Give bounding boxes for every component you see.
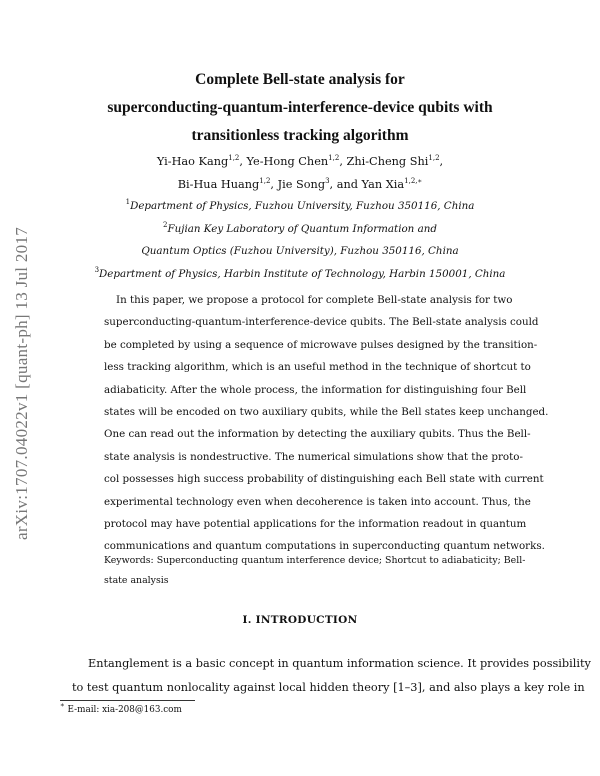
title-line-2: superconducting-quantum-interference-device qubits with <box>107 99 493 116</box>
author-name: , Ye-Hong Chen <box>239 155 329 168</box>
footnote-rule <box>60 700 195 701</box>
paper-title <box>60 66 540 150</box>
affiliation-marker: 1,2,∗ <box>404 177 423 185</box>
abstract-line: One can read out the information by detecting the auxiliary qubits. Thus the Bell- <box>104 428 531 441</box>
abstract-line: In this paper, we propose a protocol for complete Bell-state analysis for two <box>116 294 513 306</box>
author-list <box>80 150 520 196</box>
abstract-line: col possesses high success probability of distinguishing each Bell state with current <box>104 473 544 486</box>
affiliation-2 <box>80 218 520 241</box>
abstract-line: experimental technology even when decoherence is taken into account. Thus, the <box>104 495 531 508</box>
arxiv-identifier: arXiv:1707.04022v1 [quant-ph] 13 Jul 2017 <box>12 226 31 540</box>
abstract <box>104 289 549 558</box>
affiliation-3 <box>80 263 520 286</box>
affiliation-marker: 1,2 <box>228 154 240 162</box>
author-name: , Zhi-Cheng Shi <box>339 155 429 168</box>
affiliation-marker: 3 <box>325 177 330 185</box>
author-name: , and Yan Xia <box>329 178 405 191</box>
affiliation-text: Quantum Optics (Fuzhou University), Fuzhou 350116, China <box>141 245 459 257</box>
abstract-line: superconducting-quantum-interference-device qubits. The Bell-state analysis could <box>104 316 539 329</box>
introduction-text <box>72 652 591 700</box>
affiliation-number: 1 <box>125 198 131 206</box>
abstract-line: communications and quantum computations in superconducting quantum networks. <box>104 540 545 553</box>
abstract-line: states will be encoded on two auxiliary qubits, while the Bell states keep unchanged. <box>104 406 549 419</box>
footnote-mark: ∗ <box>60 701 65 709</box>
author-line-2 <box>80 173 520 196</box>
affiliation-marker: 1,2 <box>328 154 340 162</box>
author-name: Bi-Hua Huang <box>177 178 260 191</box>
keywords <box>104 551 526 591</box>
affiliation-number: 2 <box>163 220 168 229</box>
author-name: Yi-Hao Kang <box>156 155 229 168</box>
footnote-text: E-mail: xia-208@163.com <box>64 705 182 715</box>
abstract-line: state analysis is nondestructive. The numerical simulations show that the proto- <box>104 450 523 463</box>
title-line-3: transitionless tracking algorithm <box>191 127 409 144</box>
body-line: Entanglement is a basic concept in quantum information science. It provides possibility <box>88 657 591 670</box>
affiliations <box>80 195 520 285</box>
footnote <box>60 701 182 715</box>
affiliation-text: Department of Physics, Harbin Institute of Technology, Harbin 150001, China <box>99 267 506 280</box>
title-line-1: Complete Bell-state analysis for <box>195 71 405 88</box>
affiliation-marker: 1,2 <box>428 154 440 162</box>
abstract-line: protocol may have potential applications for the information readout in quantum <box>104 518 527 531</box>
abstract-line: less tracking algorithm, which is an useful method in the technique of shortcut to <box>104 361 531 374</box>
keywords-line: state analysis <box>104 575 169 586</box>
keywords-line: Keywords: Superconducting quantum interference device; Shortcut to adiabaticity; Bell- <box>104 555 526 566</box>
affiliation-text: Department of Physics, Fuzhou University, Fuzhou 350116, China <box>130 200 475 212</box>
abstract-line: be completed by using a sequence of microwave pulses designed by the transition- <box>104 338 538 351</box>
abstract-line: adiabaticity. After the whole process, the information for distinguishing four Bell <box>104 383 527 396</box>
affiliation-marker: 1,2 <box>259 177 271 185</box>
author-name: , Jie Song <box>270 178 326 191</box>
affiliation-2-cont <box>80 240 520 263</box>
author-separator: , <box>439 155 444 168</box>
affiliation-number: 3 <box>94 265 100 274</box>
author-line-1 <box>80 150 520 173</box>
body-line: to test quantum nonlocality against local hidden theory [1–3], and also plays a key role in <box>72 681 585 694</box>
section-heading: I. INTRODUCTION <box>242 614 358 626</box>
affiliation-1 <box>80 195 520 218</box>
affiliation-text: Fujian Key Laboratory of Quantum Information and <box>167 222 437 235</box>
